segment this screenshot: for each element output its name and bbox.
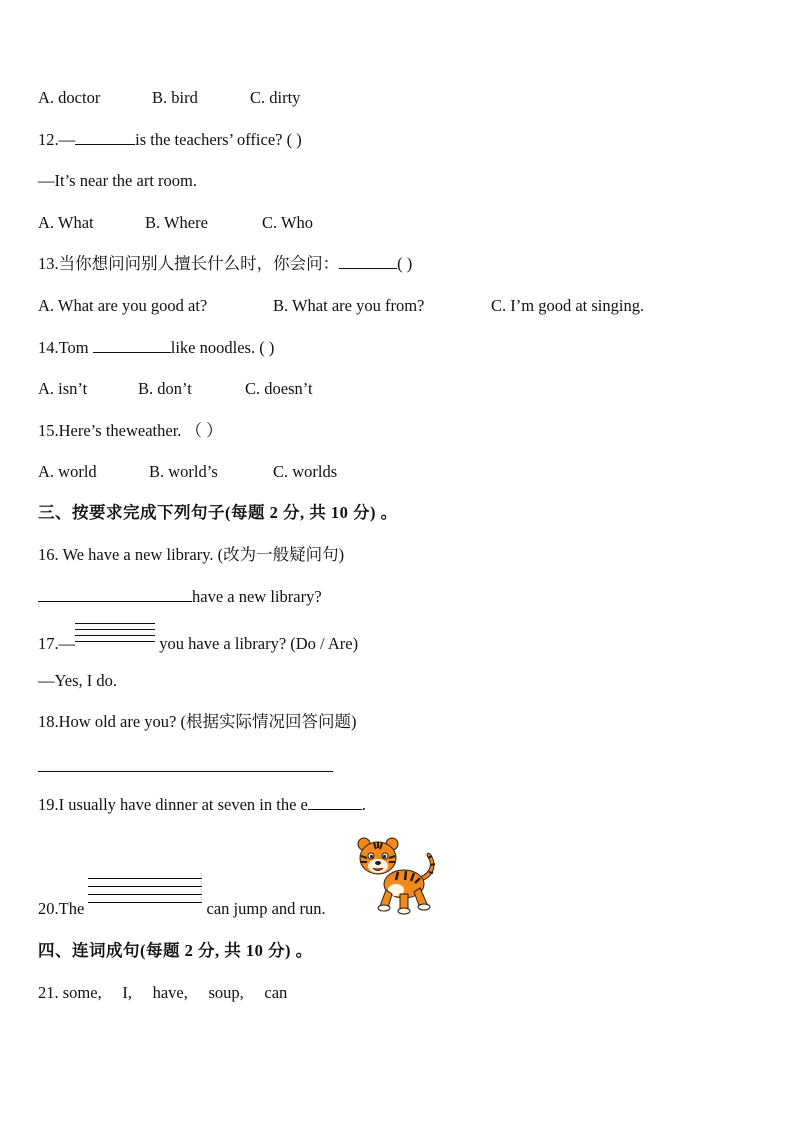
tiger-icon [356,834,444,916]
q18-answer-line[interactable] [38,771,333,772]
q12-answer-line: —It’s near the art room. [38,171,197,190]
q12-option-a: A. What [38,213,94,232]
q13-text: 13.当你想问问别人擅长什么时，你会问： [38,254,340,273]
q14-option-a: A. isn’t [38,379,88,398]
q18-question: 18.How old are you? (根据实际情况回答问题) [38,712,357,731]
q20-text: can jump and run. [202,899,326,918]
q17-blank-lines[interactable] [75,635,155,649]
q19-blank[interactable] [308,795,362,810]
q12-options [38,213,313,233]
q16-question: 16. We have a new library. (改为一般疑问句) [38,545,345,564]
q13-option-c: C. I’m good at singing. [491,296,645,315]
q17-text: you have a library? (Do / Are) [155,634,359,653]
q12-text: is the teachers’ office? ( ) [135,130,302,149]
q19-question [38,795,366,815]
q14-option-c: C. doesn’t [245,379,313,398]
q13-question [38,254,412,274]
q17-question [38,634,358,654]
q11-option-c: C. dirty [250,88,301,107]
q11-option-b: B. bird [152,88,198,107]
q14-option-b: B. don’t [138,379,192,398]
q16-answer [38,587,322,607]
q17-answer-line: —Yes, I do. [38,671,118,690]
q12-number: 12.— [38,130,76,149]
q14-prefix: 14.Tom [38,338,93,357]
q11-options [38,88,300,108]
q11-option-a: A. doctor [38,88,101,107]
section-4-heading: 四、连词成句(每题 2 分, 共 10 分) 。 [38,941,313,960]
q16-answer-text: have a new library? [192,587,322,606]
q20-question [38,899,326,919]
q15-question: 15.Here’s theweather. （ ） [38,421,223,440]
section-3-heading: 三、按要求完成下列句子(每题 2 分, 共 10 分) 。 [38,503,398,522]
q13-blank[interactable] [339,254,397,269]
q12-option-b: B. Where [145,213,208,232]
q19-end: . [361,795,366,814]
q15-option-b: B. world’s [149,462,218,481]
q14-blank[interactable] [93,338,171,353]
q13-options [38,296,644,316]
q13-option-b: B. What are you from? [273,296,425,315]
q15-option-a: A. world [38,462,97,481]
q14-text: like noodles. ( ) [170,338,275,357]
q14-options [38,379,313,399]
q21-question: 21. some, I, have, soup, can [38,983,288,1002]
q15-option-c: C. worlds [273,462,338,481]
q16-blank[interactable] [38,587,192,602]
q20-prefix: 20.The [38,899,89,918]
q13-option-a: A. What are you good at? [38,296,208,315]
q19-text: 19.I usually have dinner at seven in the e [38,795,308,814]
q20-blank-lines[interactable] [88,900,202,914]
q12-blank[interactable] [75,130,135,145]
q12-option-c: C. Who [262,213,314,232]
q14-question [38,338,274,358]
q13-paren: ( ) [397,254,413,273]
q15-options [38,462,337,482]
q17-number: 17.— [38,634,76,653]
q12-question [38,130,302,150]
